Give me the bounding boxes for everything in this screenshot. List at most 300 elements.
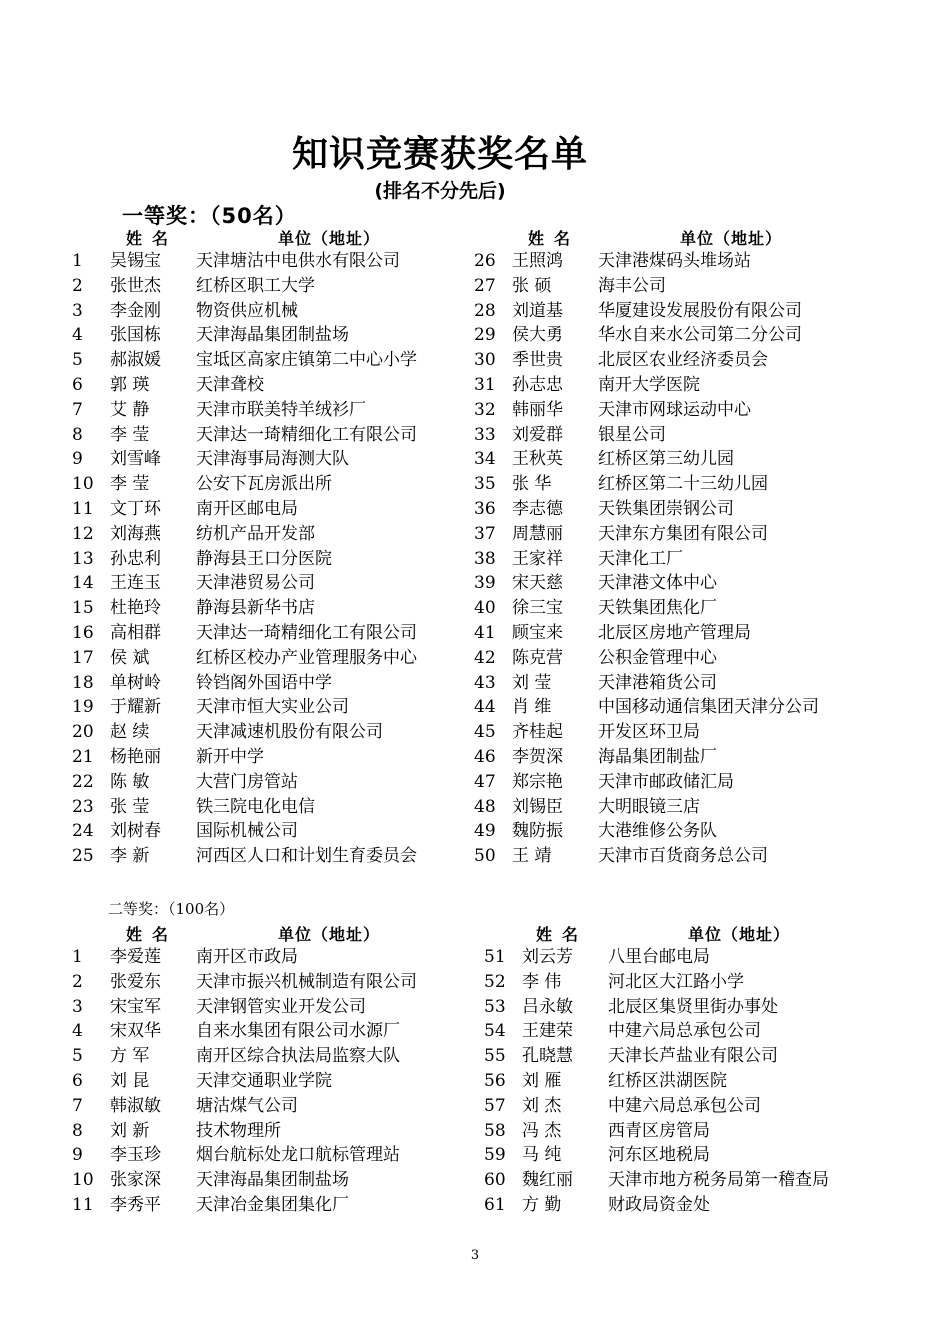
entry-unit: 八里台邮电局 (608, 947, 710, 967)
entry-unit: 华水自来水公司第二分公司 (598, 325, 802, 346)
entry-unit: 红桥区校办产业管理服务中心 (196, 647, 417, 668)
entry-number: 16 (72, 622, 94, 643)
entry-unit: 天津港贸易公司 (196, 573, 315, 594)
entry-unit: 大营门房管站 (196, 771, 298, 792)
entry-number: 51 (484, 947, 506, 967)
entry-number: 34 (474, 449, 496, 470)
entry-name: 李 莹 (110, 424, 150, 445)
entry-number: 27 (474, 275, 496, 296)
entry-number: 50 (474, 846, 496, 867)
entry-number: 8 (72, 424, 83, 445)
entry-number: 4 (72, 1021, 83, 1042)
entry-unit: 天津达一琦精细化工有限公司 (196, 622, 417, 643)
list-item (474, 373, 874, 398)
entry-number: 55 (484, 1046, 506, 1067)
entry-name: 李爱莲 (110, 947, 161, 967)
entry-unit: 天铁集团崇钢公司 (598, 498, 734, 519)
document-subtitle: (排名不分先后) (374, 180, 506, 202)
entry-number: 40 (474, 598, 496, 619)
entry-name: 张世杰 (110, 275, 161, 296)
entry-name: 郑宗艳 (512, 771, 563, 792)
entry-name: 李 莹 (110, 474, 150, 495)
entry-number: 18 (72, 672, 94, 693)
entry-unit: 河西区人口和计划生育委员会 (196, 846, 417, 867)
entry-number: 9 (72, 1145, 83, 1166)
entry-number: 32 (474, 399, 496, 420)
list-item (484, 1019, 884, 1044)
entry-unit: 红桥区第二十三幼儿园 (598, 474, 768, 495)
entry-name: 张家深 (110, 1170, 161, 1191)
entry-name: 宋天慈 (512, 573, 563, 594)
entry-unit: 铁三院电化电信 (196, 796, 315, 817)
list-item (72, 497, 462, 522)
header-name: 姓名 (527, 229, 580, 248)
entry-name: 刘 昆 (110, 1070, 150, 1091)
second-prize-list-right (484, 945, 884, 1218)
entry-unit: 静海县王口分医院 (196, 548, 332, 569)
entry-name: 刘道基 (512, 300, 563, 321)
document-title: 知识竞赛获奖名单 (291, 134, 588, 175)
list-item (72, 844, 462, 869)
entry-unit: 大明眼镜三店 (598, 796, 700, 817)
entry-unit: 天津市联美特羊绒衫厂 (196, 399, 366, 420)
entry-name: 季世贵 (512, 350, 563, 371)
header-unit: 单位（地址） (277, 229, 380, 248)
entry-name: 于耀新 (110, 697, 161, 718)
list-item (72, 373, 462, 398)
entry-unit: 天津冶金集团集化厂 (196, 1194, 349, 1215)
entry-number: 1 (72, 947, 83, 967)
list-item (474, 695, 874, 720)
list-item (474, 844, 874, 869)
entry-name: 马 纯 (522, 1145, 562, 1166)
second-prize-list-left (72, 945, 462, 1218)
list-item (72, 596, 462, 621)
entry-number: 41 (474, 622, 496, 643)
first-prize-list-right (474, 249, 874, 869)
entry-name: 周慧丽 (512, 523, 563, 544)
list-item (474, 819, 874, 844)
entry-unit: 中建六局总承包公司 (608, 1095, 761, 1116)
entry-name: 魏防振 (512, 821, 563, 842)
list-item (72, 795, 462, 820)
entry-unit: 纺机产品开发部 (196, 523, 315, 544)
entry-name: 刘 新 (110, 1120, 150, 1141)
entry-number: 33 (474, 424, 496, 445)
entry-name: 刘雪峰 (110, 449, 161, 470)
entry-unit: 自来水集团有限公司水源厂 (196, 1021, 400, 1042)
list-item (72, 720, 462, 745)
entry-name: 王照鸿 (512, 251, 563, 271)
entry-number: 61 (484, 1194, 506, 1215)
entry-name: 魏红丽 (522, 1170, 573, 1191)
list-item (72, 274, 462, 299)
list-item (72, 1019, 462, 1044)
entry-unit: 海晶集团制盐厂 (598, 746, 717, 767)
header-name: 姓名 (535, 925, 588, 944)
entry-unit: 天津市网球运动中心 (598, 399, 751, 420)
entry-name: 宋宝军 (110, 996, 161, 1017)
entry-name: 张国栋 (110, 325, 161, 346)
list-item (484, 1119, 884, 1144)
entry-unit: 天津东方集团有限公司 (598, 523, 768, 544)
entry-unit: 南开大学医院 (598, 374, 700, 395)
entry-unit: 天津聋校 (196, 374, 264, 395)
list-item (484, 1094, 884, 1119)
entry-unit: 天津市地方税务局第一稽查局 (608, 1170, 829, 1191)
entry-number: 5 (72, 350, 83, 371)
entry-name: 刘锡臣 (512, 796, 563, 817)
entry-unit: 北辰区房地产管理局 (598, 622, 751, 643)
entry-unit: 天津市百货商务总公司 (598, 846, 768, 867)
list-item (474, 323, 874, 348)
entry-number: 57 (484, 1095, 506, 1116)
entry-name: 高相群 (110, 622, 161, 643)
first-prize-heading: 一等奖：（50名） (122, 204, 297, 228)
entry-name: 顾宝来 (512, 622, 563, 643)
entry-number: 29 (474, 325, 496, 346)
list-item (474, 249, 874, 274)
entry-name: 郝淑媛 (110, 350, 161, 371)
entry-name: 陈 敏 (110, 771, 150, 792)
list-item (474, 348, 874, 373)
entry-unit: 天津交通职业学院 (196, 1070, 332, 1091)
entry-number: 13 (72, 548, 94, 569)
list-item (72, 1044, 462, 1069)
list-item (72, 1193, 462, 1218)
entry-name: 李志德 (512, 498, 563, 519)
list-item (72, 1119, 462, 1144)
list-item (474, 745, 874, 770)
list-item (484, 995, 884, 1020)
list-item (72, 1143, 462, 1168)
entry-name: 徐三宝 (512, 598, 563, 619)
entry-unit: 天津港箱货公司 (598, 672, 717, 693)
entry-number: 7 (72, 399, 83, 420)
entry-number: 6 (72, 1070, 83, 1091)
entry-name: 齐桂起 (512, 722, 563, 743)
entry-name: 杜艳玲 (110, 598, 161, 619)
entry-number: 1 (72, 251, 83, 271)
entry-unit: 河北区大江路小学 (608, 971, 744, 992)
list-item (72, 472, 462, 497)
entry-unit: 天津港煤码头堆场站 (598, 251, 751, 271)
entry-unit: 天津海晶集团制盐场 (196, 325, 349, 346)
entry-unit: 公安下瓦房派出所 (196, 474, 332, 495)
entry-unit: 开发区环卫局 (598, 722, 700, 743)
list-item (72, 945, 462, 970)
list-item (72, 770, 462, 795)
entry-name: 方 军 (110, 1046, 150, 1067)
entry-name: 李秀平 (110, 1194, 161, 1215)
list-item (72, 1168, 462, 1193)
list-item (72, 995, 462, 1020)
entry-name: 孙忠利 (110, 548, 161, 569)
entry-number: 37 (474, 523, 496, 544)
header-name: 姓名 (125, 925, 178, 944)
entry-number: 53 (484, 996, 506, 1017)
entry-unit: 西青区房管局 (608, 1120, 710, 1141)
entry-unit: 银星公司 (598, 424, 666, 445)
list-item (72, 970, 462, 995)
entry-number: 30 (474, 350, 496, 371)
list-item (72, 547, 462, 572)
entry-unit: 铃铛阁外国语中学 (196, 672, 332, 693)
entry-name: 刘云芳 (522, 947, 573, 967)
entry-unit: 天津市振兴机械制造有限公司 (196, 971, 417, 992)
entry-number: 3 (72, 300, 83, 321)
entry-number: 17 (72, 647, 94, 668)
list-item (474, 795, 874, 820)
entry-name: 刘树春 (110, 821, 161, 842)
list-item (474, 596, 874, 621)
list-item (72, 571, 462, 596)
entry-name: 郭 瑛 (110, 374, 150, 395)
entry-name: 张 华 (512, 474, 552, 495)
list-item (474, 571, 874, 596)
entry-number: 9 (72, 449, 83, 470)
second-prize-header-right (482, 922, 862, 946)
entry-number: 11 (72, 1194, 94, 1215)
entry-number: 60 (484, 1170, 506, 1191)
entry-number: 45 (474, 722, 496, 743)
entry-unit: 天津市恒大实业公司 (196, 697, 349, 718)
entry-unit: 塘沽煤气公司 (196, 1095, 298, 1116)
entry-name: 李金刚 (110, 300, 161, 321)
entry-number: 10 (72, 474, 94, 495)
second-prize-header-left (72, 922, 452, 946)
first-prize-header-left (72, 226, 452, 250)
list-item (474, 398, 874, 423)
entry-number: 7 (72, 1095, 83, 1116)
entry-number: 58 (484, 1120, 506, 1141)
entry-name: 杨艳丽 (110, 746, 161, 767)
list-item (484, 1168, 884, 1193)
entry-number: 15 (72, 598, 94, 619)
entry-name: 王连玉 (110, 573, 161, 594)
list-item (72, 423, 462, 448)
entry-unit: 红桥区第三幼儿园 (598, 449, 734, 470)
entry-name: 刘爱群 (512, 424, 563, 445)
list-item (474, 646, 874, 671)
first-prize-list-left (72, 249, 462, 869)
entry-name: 刘海燕 (110, 523, 161, 544)
entry-number: 48 (474, 796, 496, 817)
entry-number: 8 (72, 1120, 83, 1141)
entry-number: 28 (474, 300, 496, 321)
entry-unit: 南开区市政局 (196, 947, 298, 967)
entry-unit: 中建六局总承包公司 (608, 1021, 761, 1042)
entry-name: 文丁环 (110, 498, 161, 519)
list-item (72, 249, 462, 274)
list-item (484, 970, 884, 995)
list-item (474, 522, 874, 547)
entry-name: 赵 续 (110, 722, 150, 743)
entry-name: 侯大勇 (512, 325, 563, 346)
entry-number: 54 (484, 1021, 506, 1042)
entry-name: 张 莹 (110, 796, 150, 817)
entry-unit: 天津长芦盐业有限公司 (608, 1046, 778, 1067)
entry-unit: 烟台航标处龙口航标管理站 (196, 1145, 400, 1166)
entry-name: 张爱东 (110, 971, 161, 992)
list-item (474, 447, 874, 472)
list-item (474, 423, 874, 448)
entry-number: 35 (474, 474, 496, 495)
list-item (72, 1094, 462, 1119)
list-item (484, 1193, 884, 1218)
entry-unit: 静海县新华书店 (196, 598, 315, 619)
entry-unit: 天津钢管实业开发公司 (196, 996, 366, 1017)
header-unit: 单位（地址） (679, 229, 782, 248)
entry-number: 44 (474, 697, 496, 718)
entry-name: 孙志忠 (512, 374, 563, 395)
list-item (474, 770, 874, 795)
entry-name: 陈克营 (512, 647, 563, 668)
entry-number: 38 (474, 548, 496, 569)
entry-unit: 天津港文体中心 (598, 573, 717, 594)
list-item (474, 299, 874, 324)
entry-number: 3 (72, 996, 83, 1017)
entry-number: 19 (72, 697, 94, 718)
list-item (72, 646, 462, 671)
first-prize-header-right (474, 226, 854, 250)
entry-unit: 南开区综合执法局监察大队 (196, 1046, 400, 1067)
list-item (72, 323, 462, 348)
entry-unit: 河东区地税局 (608, 1145, 710, 1166)
entry-number: 2 (72, 275, 83, 296)
entry-unit: 华厦建设发展股份有限公司 (598, 300, 802, 321)
entry-name: 王建荣 (522, 1021, 573, 1042)
entry-name: 王秋英 (512, 449, 563, 470)
entry-name: 艾 静 (110, 399, 150, 420)
list-item (484, 1143, 884, 1168)
page-number: 3 (470, 1248, 480, 1263)
entry-number: 4 (72, 325, 83, 346)
entry-number: 11 (72, 498, 94, 519)
header-name: 姓名 (125, 229, 178, 248)
entry-number: 31 (474, 374, 496, 395)
entry-unit: 南开区邮电局 (196, 498, 298, 519)
entry-number: 22 (72, 771, 94, 792)
list-item (474, 472, 874, 497)
list-item (484, 1044, 884, 1069)
entry-unit: 天津市邮政储汇局 (598, 771, 734, 792)
entry-unit: 北辰区集贤里街办事处 (608, 996, 778, 1017)
entry-number: 39 (474, 573, 496, 594)
entry-name: 侯 斌 (110, 647, 150, 668)
entry-name: 肖 维 (512, 697, 552, 718)
entry-name: 韩淑敏 (110, 1095, 161, 1116)
list-item (72, 1069, 462, 1094)
list-item (72, 621, 462, 646)
entry-number: 59 (484, 1145, 506, 1166)
entry-unit: 北辰区农业经济委员会 (598, 350, 768, 371)
list-item (72, 299, 462, 324)
entry-unit: 天津达一琦精细化工有限公司 (196, 424, 417, 445)
entry-unit: 财政局资金处 (608, 1194, 710, 1215)
second-prize-heading: 二等奖：（100名） (108, 900, 235, 918)
entry-number: 12 (72, 523, 94, 544)
entry-number: 46 (474, 746, 496, 767)
list-item (474, 720, 874, 745)
list-item (72, 398, 462, 423)
entry-number: 6 (72, 374, 83, 395)
entry-number: 56 (484, 1070, 506, 1091)
entry-unit: 天铁集团焦化厂 (598, 598, 717, 619)
entry-unit: 天津塘沽中电供水有限公司 (196, 251, 400, 271)
entry-name: 单树岭 (110, 672, 161, 693)
entry-name: 吕永敏 (522, 996, 573, 1017)
entry-unit: 红桥区洪湖医院 (608, 1070, 727, 1091)
entry-name: 张 硕 (512, 275, 552, 296)
entry-number: 10 (72, 1170, 94, 1191)
list-item (474, 274, 874, 299)
entry-unit: 中国移动通信集团天津分公司 (598, 697, 819, 718)
entry-unit: 天津海晶集团制盐场 (196, 1170, 349, 1191)
entry-name: 王 靖 (512, 846, 552, 867)
entry-number: 2 (72, 971, 83, 992)
entry-number: 24 (72, 821, 94, 842)
header-unit: 单位（地址） (277, 925, 380, 944)
list-item (474, 671, 874, 696)
entry-unit: 天津海事局海测大队 (196, 449, 349, 470)
list-item (484, 945, 884, 970)
entry-number: 52 (484, 971, 506, 992)
entry-unit: 大港维修公务队 (598, 821, 717, 842)
entry-unit: 红桥区职工大学 (196, 275, 315, 296)
entry-number: 21 (72, 746, 94, 767)
entry-unit: 新开中学 (196, 746, 264, 767)
entry-name: 刘 莹 (512, 672, 552, 693)
entry-number: 47 (474, 771, 496, 792)
entry-name: 李贺深 (512, 746, 563, 767)
list-item (72, 348, 462, 373)
list-item (72, 745, 462, 770)
entry-unit: 物资供应机械 (196, 300, 298, 321)
list-item (72, 522, 462, 547)
entry-name: 孔晓慧 (522, 1046, 573, 1067)
entry-unit: 海丰公司 (598, 275, 666, 296)
list-item (72, 447, 462, 472)
entry-number: 49 (474, 821, 496, 842)
entry-unit: 技术物理所 (196, 1120, 281, 1141)
list-item (474, 547, 874, 572)
entry-name: 刘 雁 (522, 1070, 562, 1091)
list-item (474, 497, 874, 522)
header-unit: 单位（地址） (687, 925, 790, 944)
entry-name: 方 勤 (522, 1194, 562, 1215)
entry-name: 韩丽华 (512, 399, 563, 420)
list-item (474, 621, 874, 646)
entry-number: 14 (72, 573, 94, 594)
entry-unit: 公积金管理中心 (598, 647, 717, 668)
entry-name: 刘 杰 (522, 1095, 562, 1116)
entry-name: 李 新 (110, 846, 150, 867)
entry-name: 李 伟 (522, 971, 562, 992)
entry-number: 26 (474, 251, 496, 271)
entry-name: 吴锡宝 (110, 251, 161, 271)
entry-number: 43 (474, 672, 496, 693)
entry-number: 36 (474, 498, 496, 519)
entry-unit: 天津化工厂 (598, 548, 683, 569)
entry-unit: 宝坻区高家庄镇第二中心小学 (196, 350, 417, 371)
entry-name: 李玉珍 (110, 1145, 161, 1166)
list-item (484, 1069, 884, 1094)
entry-name: 王家祥 (512, 548, 563, 569)
entry-unit: 天津减速机股份有限公司 (196, 722, 383, 743)
entry-name: 冯 杰 (522, 1120, 562, 1141)
entry-number: 20 (72, 722, 94, 743)
